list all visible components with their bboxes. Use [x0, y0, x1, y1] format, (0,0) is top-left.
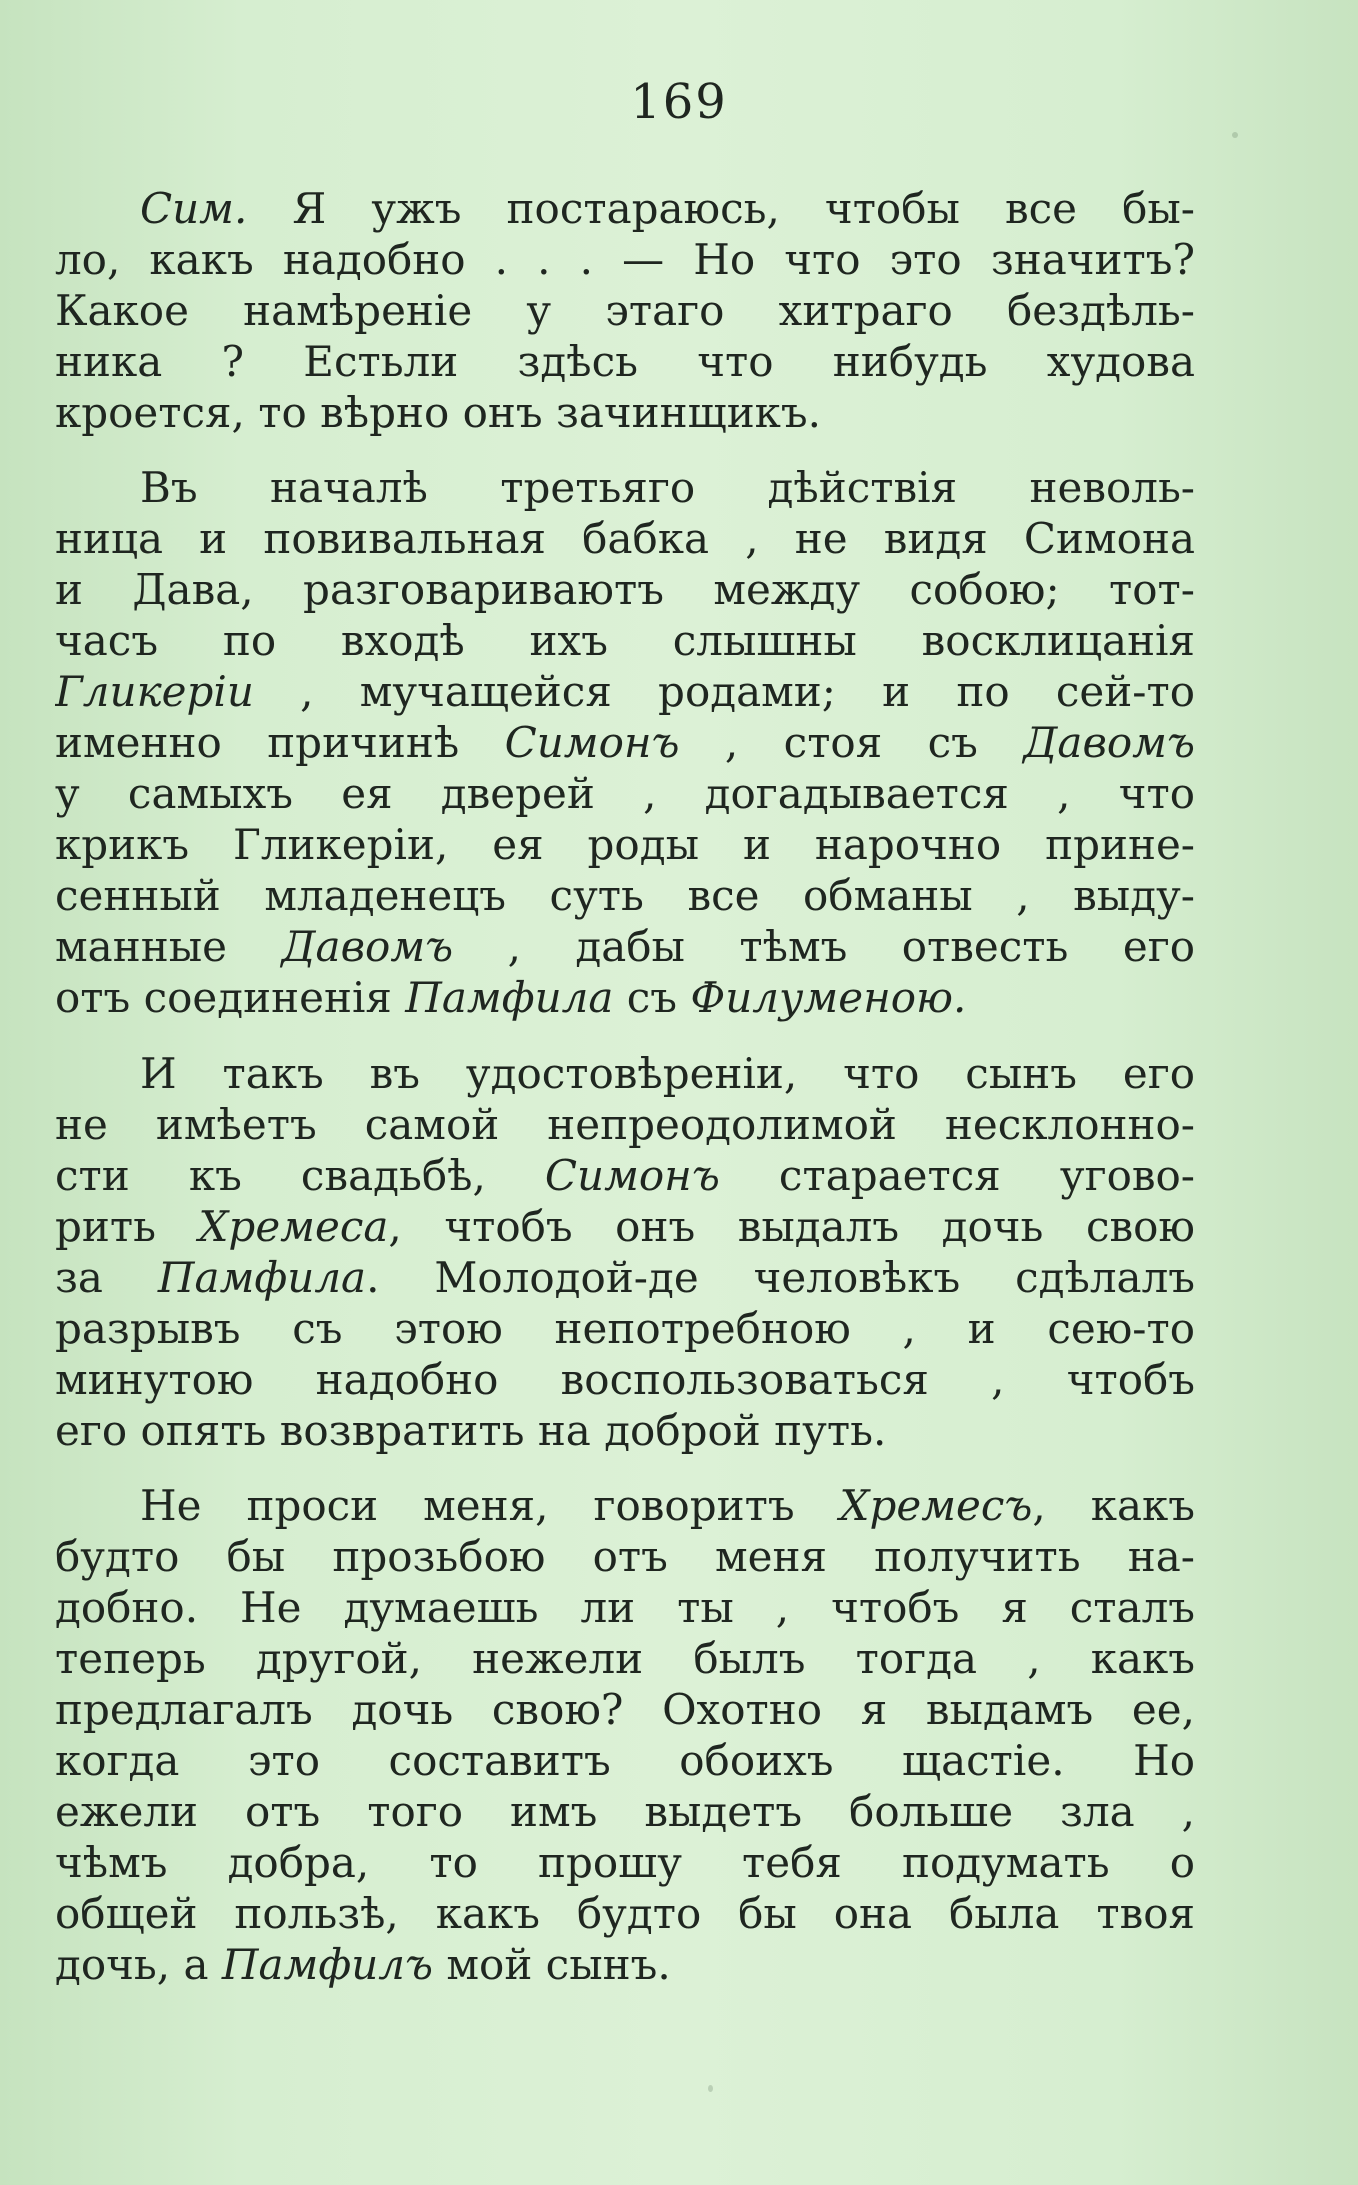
text-line [55, 1582, 1195, 1634]
text-line [55, 870, 1195, 922]
text-line [55, 972, 1195, 1024]
text-line [140, 462, 1195, 514]
italic-name: Хремеса [198, 1202, 389, 1251]
text-run: именно причинѣ [55, 718, 505, 767]
text-line [55, 336, 1195, 388]
text-line [55, 387, 1195, 439]
text-run: И такъ въ удостовѣреніи, что сынъ его [140, 1049, 1195, 1098]
text-line [55, 717, 1195, 769]
text-run: предлагалъ дочь свою? Охотно я выдамъ ее, [55, 1685, 1195, 1734]
text-run: не имѣетъ самой непреодолимой несклонно- [55, 1100, 1195, 1149]
text-line [55, 666, 1195, 718]
italic-name: Давомъ [1023, 718, 1195, 767]
italic-name: Памфила [405, 973, 614, 1022]
text-run: у самыхъ ея дверей , догадывается , что [55, 769, 1195, 818]
text-line [55, 615, 1195, 667]
text-line [55, 1099, 1195, 1151]
text-run: съ [613, 973, 691, 1022]
text-run: , какъ [1032, 1481, 1195, 1530]
text-run: Не проси меня, говоритъ [140, 1481, 840, 1530]
italic-name: Сим. [140, 184, 248, 233]
text-line [55, 1531, 1195, 1583]
text-line [55, 1684, 1195, 1736]
text-line [55, 768, 1195, 820]
text-run: часъ по входѣ ихъ слышны восклицанія [55, 616, 1195, 665]
text-run: добно. Не думаешь ли ты , чтобъ я сталъ [55, 1583, 1195, 1632]
text-line [55, 234, 1195, 286]
italic-name: Гликеріи [55, 667, 254, 716]
text-run: мой сынъ. [433, 1940, 671, 1989]
italic-name: Памфилъ [221, 1940, 434, 1989]
text-line [55, 1252, 1195, 1304]
text-line [55, 1150, 1195, 1202]
text-line [55, 1405, 1195, 1457]
text-run: , чтобъ онъ выдалъ дочь свою [388, 1202, 1195, 1251]
text-run: ница и повивальная бабка , не видя Симона [55, 514, 1195, 563]
text-line [55, 564, 1195, 616]
text-line [140, 1048, 1195, 1100]
text-line [55, 1201, 1195, 1253]
text-run: манные [55, 922, 282, 971]
text-line [55, 1888, 1195, 1940]
text-run: ника ? Естьли здѣсь что нибудь худова [55, 337, 1195, 386]
page-number: 169 [630, 74, 728, 130]
text-run: его опять возвратить на доброй путь. [55, 1406, 887, 1455]
italic-name: Филуменою. [690, 973, 967, 1022]
text-line [140, 183, 1195, 235]
text-line [55, 1837, 1195, 1889]
text-run: за [55, 1253, 158, 1302]
italic-name: Давомъ [281, 922, 454, 971]
text-run: будто бы прозьбою отъ меня получить на- [55, 1532, 1195, 1581]
text-run: разрывъ съ этою непотребною , и сею-то [55, 1304, 1195, 1353]
text-line [55, 1633, 1195, 1685]
text-run: ло, какъ надобно . . . — Но что это значитъ? [55, 235, 1195, 284]
italic-name: Хремесъ [839, 1481, 1033, 1530]
text-run: Я ужъ постараюсь, чтобы все бы- [247, 184, 1195, 233]
text-run: когда это составитъ обоихъ щастіе. Но [55, 1736, 1195, 1785]
text-line [55, 1303, 1195, 1355]
text-run: , дабы тѣмъ отвесть его [453, 922, 1195, 971]
text-run: теперь другой, нежели былъ тогда , какъ [55, 1634, 1195, 1683]
text-run: ежели отъ того имъ выдетъ больше зла , [55, 1787, 1195, 1836]
text-line [55, 285, 1195, 337]
text-run: сенный младенецъ суть все обманы , выду- [55, 871, 1195, 920]
text-run: общей пользѣ, какъ будто бы она была твоя [55, 1889, 1195, 1938]
text-run: крикъ Гликеріи, ея роды и нарочно прине- [55, 820, 1195, 869]
text-run: . Молодой-де человѣкъ сдѣлалъ [366, 1253, 1195, 1302]
text-run: рить [55, 1202, 199, 1251]
text-run: чѣмъ добра, то прошу тебя подумать о [55, 1838, 1195, 1887]
text-run: кроется, то вѣрно онъ зачинщикъ. [55, 388, 822, 437]
text-run: , мучащейся родами; и по сей-то [253, 667, 1195, 716]
italic-name: Симонъ [504, 718, 680, 767]
text-run: Въ началѣ третьяго дѣйствія неволь- [140, 463, 1195, 512]
text-line [55, 513, 1195, 565]
text-line [55, 921, 1195, 973]
text-run: , стоя съ [679, 718, 1024, 767]
text-line [55, 1939, 1195, 1991]
text-line [55, 819, 1195, 871]
text-run: Какое намѣреніе у этаго хитраго бездѣль- [55, 286, 1195, 335]
text-line [55, 1786, 1195, 1838]
text-run: отъ соединенія [55, 973, 406, 1022]
italic-name: Симонъ [544, 1151, 720, 1200]
text-run: сти къ свадьбѣ, [55, 1151, 545, 1200]
text-line [55, 1354, 1195, 1406]
text-run: старается угово- [719, 1151, 1195, 1200]
text-line [140, 1480, 1195, 1532]
text-run: минутою надобно воспользоваться , чтобъ [55, 1355, 1195, 1404]
paper-speck [1232, 132, 1238, 138]
italic-name: Памфила [157, 1253, 367, 1302]
text-run: дочь, а [55, 1940, 222, 1989]
text-run: и Дава, разговариваютъ между собою; тот- [55, 565, 1195, 614]
paper-speck [708, 2085, 713, 2092]
text-line [55, 1735, 1195, 1787]
